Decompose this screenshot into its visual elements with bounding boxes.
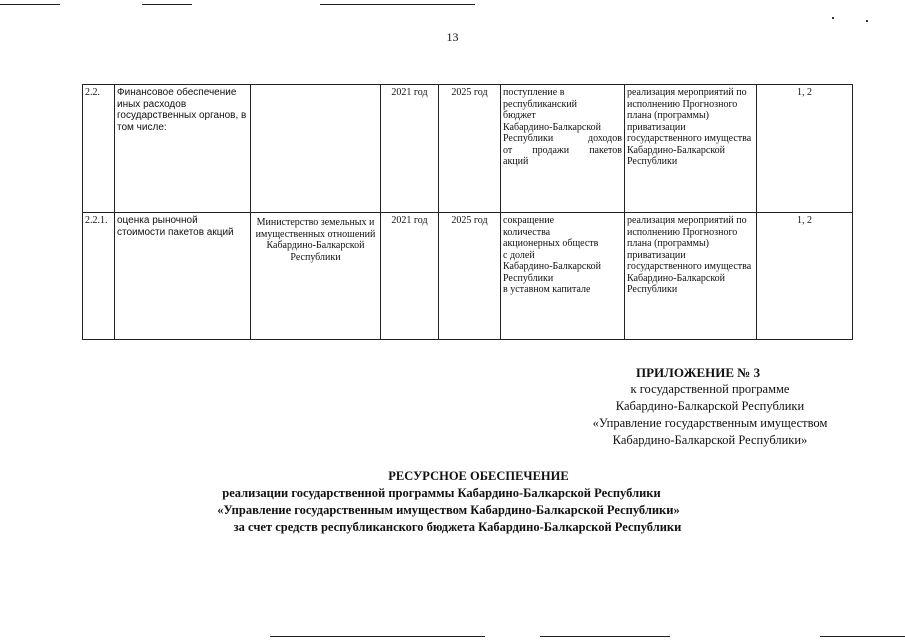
scan-artifact-line [142, 4, 192, 5]
resources-heading [0, 468, 905, 536]
result-line: республиканский [503, 98, 578, 110]
result-line: Кабардино-Балкарской [503, 121, 602, 133]
indicator-numbers: 1, 2 [757, 85, 853, 213]
scan-artifact-line [270, 636, 485, 637]
scan-artifact-dot [866, 20, 868, 22]
program-activities-table [82, 84, 853, 340]
page-number: 13 [446, 30, 459, 44]
resources-line: «Управление государственным имуществом Кабардино-Балкарской Республики» [217, 503, 680, 517]
annex-title: ПРИЛОЖЕНИЕ № 3 [636, 365, 761, 380]
end-year: 2025 год [439, 85, 501, 213]
result-line: Кабардино-Балкарской [503, 261, 602, 272]
result-line: Республики доходов [503, 133, 622, 144]
row-number: 2.2.1. [83, 213, 115, 340]
scan-artifact-line [820, 636, 905, 637]
result-line: в уставном капитале [503, 284, 591, 295]
result-line: сокращение [503, 215, 555, 226]
program-link: реализация мероприятий по исполнению Прогнозного плана (программы) приватизации государственного имущества Кабардино-Балкарской Республики [625, 213, 757, 340]
activity-name: Финансовое обеспечение иных расходов государственных органов, в том числе: [115, 85, 251, 213]
annex-caption [560, 381, 860, 449]
executor: Министерство земельных и имущественных отношений Кабардино-Балкарской Республики [251, 213, 381, 340]
resources-title: РЕСУРСНОЕ ОБЕСПЕЧЕНИЕ [388, 469, 569, 483]
executor [251, 85, 381, 213]
scan-artifact-line [320, 4, 475, 5]
result-line: от продажи пакетов [503, 144, 622, 156]
scan-artifact-line [540, 636, 670, 637]
scan-artifact-line [0, 4, 60, 5]
program-link: реализация мероприятий по исполнению Прогнозного плана (программы) приватизации государственного имущества Кабардино-Балкарской Республики [625, 85, 757, 213]
resources-line: реализации государственной программы Кабардино-Балкарской Республики [222, 486, 661, 500]
result-line: Республики [503, 272, 554, 284]
result-line-text: поступление в [503, 87, 565, 98]
result-line: бюджет [503, 110, 536, 121]
start-year: 2021 год [381, 85, 439, 213]
annex-line: к государственной программе [630, 382, 790, 396]
result-line: акций [503, 156, 529, 167]
annex-line: «Управление государственным имуществом [592, 416, 828, 430]
table-row [83, 85, 853, 213]
row-number: 2.2. [83, 85, 115, 213]
annex-line: Кабардино-Балкарской Республики» [612, 433, 808, 447]
activity-name: оценка рыночной стоимости пакетов акций [115, 213, 251, 340]
table-row [83, 213, 853, 340]
annex-line: Кабардино-Балкарской Республики [615, 399, 805, 413]
start-year: 2021 год [381, 213, 439, 340]
result-line [503, 87, 622, 99]
result-line: количества [503, 226, 551, 238]
expected-result [501, 85, 625, 213]
result-line: с долей [503, 249, 535, 261]
result-line: акционерных обществ [503, 238, 599, 249]
scan-artifact-dot [832, 17, 834, 19]
expected-result [501, 213, 625, 340]
indicator-numbers: 1, 2 [757, 213, 853, 340]
end-year: 2025 год [439, 213, 501, 340]
resources-line: за счет средств республиканского бюджета Кабардино-Балкарской Республики [233, 520, 682, 534]
